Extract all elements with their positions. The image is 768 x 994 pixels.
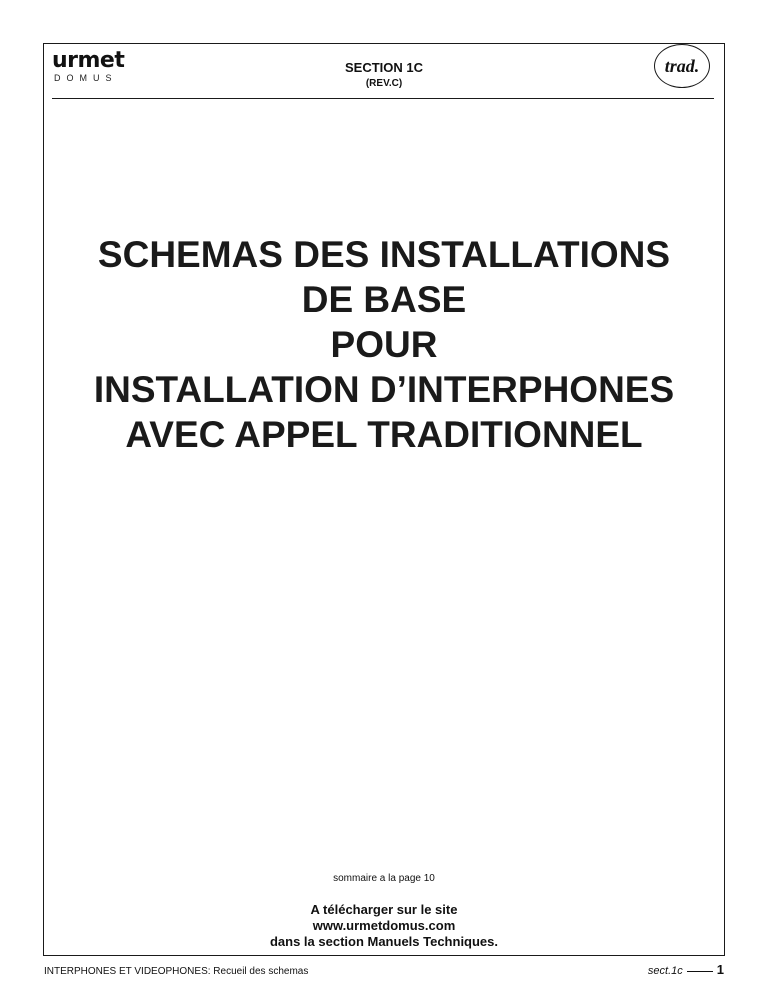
title-line: SCHEMAS DES INSTALLATIONS — [97, 234, 671, 275]
title-line: INSTALLATION D’INTERPHONES — [93, 369, 675, 410]
title-line: AVEC APPEL TRADITIONNEL — [125, 414, 643, 455]
logo-subtitle: DOMUS — [54, 73, 118, 83]
section-title: SECTION 1C — [344, 60, 423, 75]
download-note — [0, 902, 768, 950]
title-line: DE BASE — [301, 279, 467, 320]
footer-section: sect.1c — [647, 965, 683, 977]
document-title — [0, 232, 768, 457]
footer-document-name: INTERPHONES ET VIDEOPHONES: Recueil des schemas — [44, 966, 309, 977]
summary-note: sommaire a la page 10 — [333, 873, 435, 884]
download-url: www.urmetdomus.com — [312, 918, 456, 933]
trad-badge-label: trad. — [664, 55, 700, 76]
logo-wordmark: urmet — [52, 48, 125, 73]
page-frame — [43, 43, 725, 956]
trad-badge — [654, 44, 710, 88]
title-line: POUR — [330, 324, 438, 365]
page-number: 1 — [716, 962, 724, 977]
download-line: dans la section Manuels Techniques. — [269, 934, 499, 949]
footer-page-info — [648, 963, 724, 978]
download-line: A télécharger sur le site — [310, 902, 458, 917]
footer-rule — [687, 971, 713, 972]
header-divider — [52, 98, 714, 99]
section-revision: (REV.C) — [365, 78, 403, 89]
